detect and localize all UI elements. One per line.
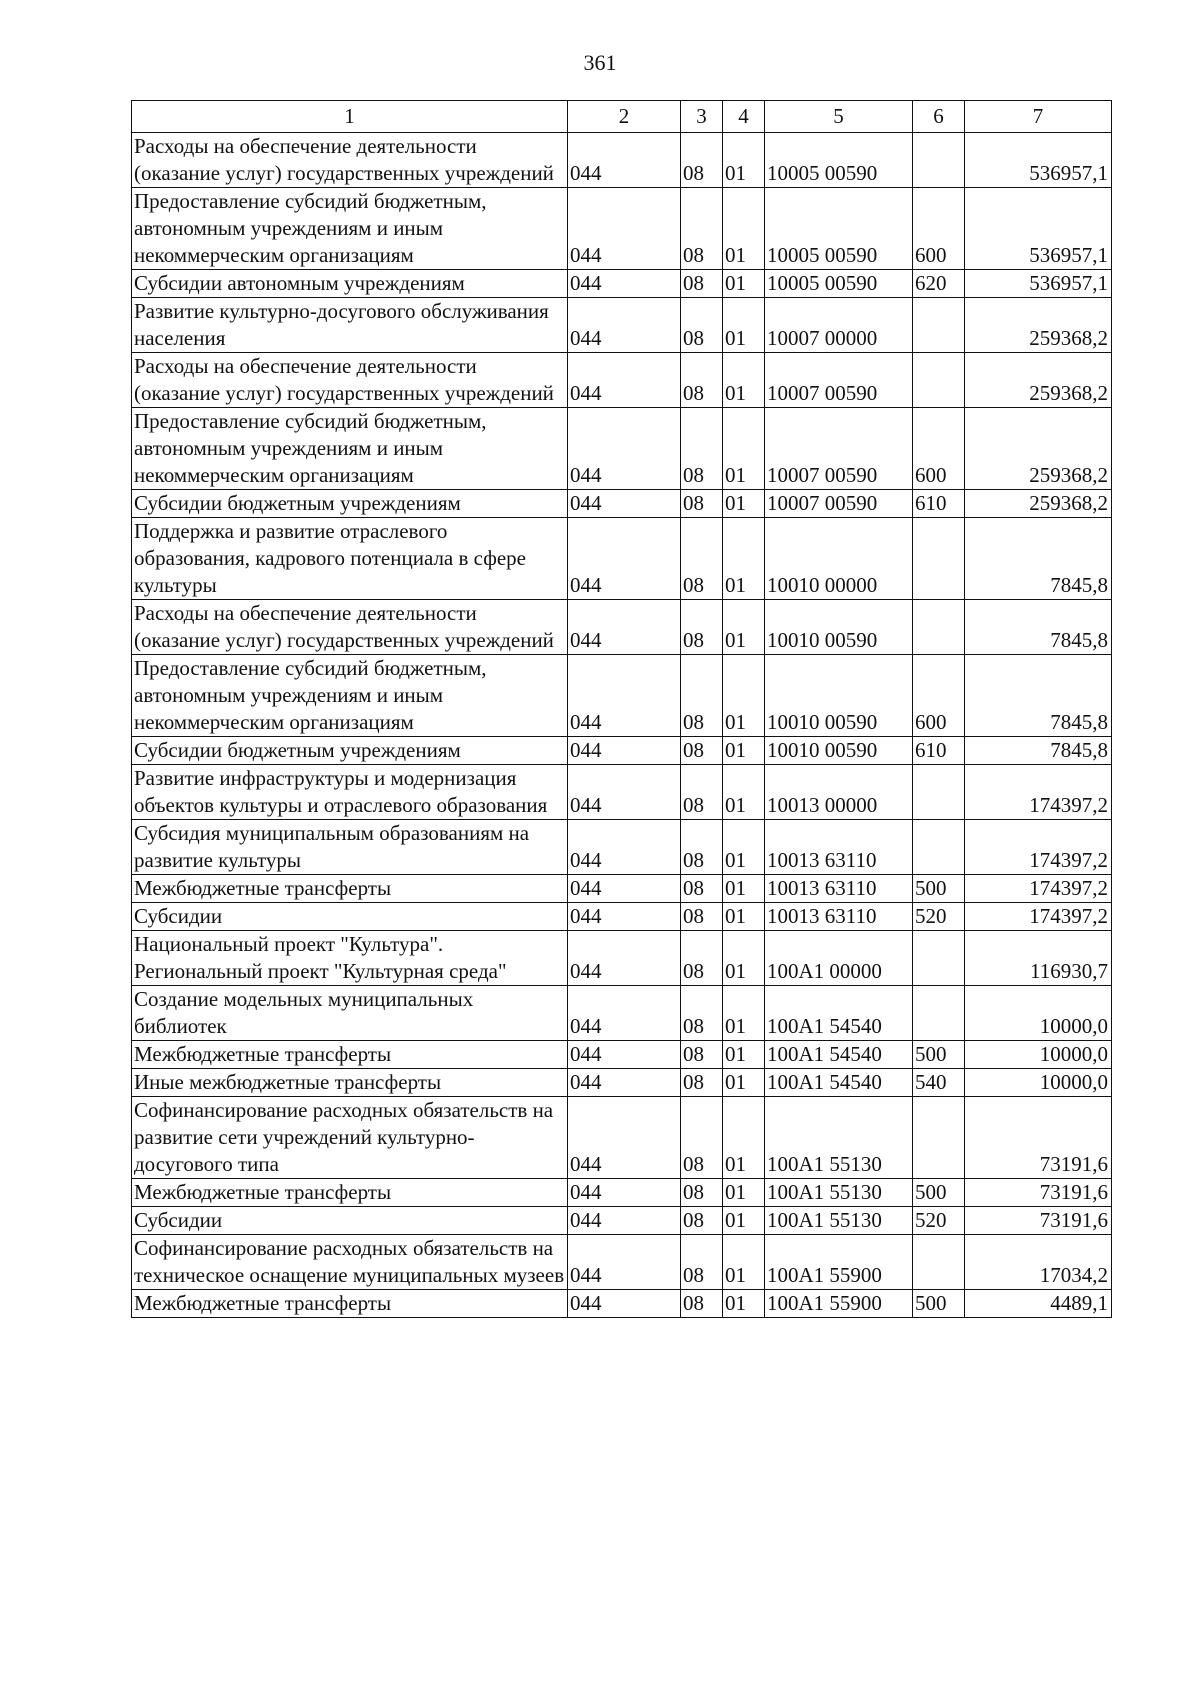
subsection-cell: 08 <box>681 1290 723 1318</box>
row-name-cell: Поддержка и развитие отраслевого образования, кадрового потенциала в сфере культуры <box>132 518 568 600</box>
subsection-cell: 08 <box>681 270 723 298</box>
header-col-3: 3 <box>681 101 723 133</box>
table-body <box>132 133 1112 1318</box>
section-code-cell: 044 <box>568 986 681 1041</box>
row-name-cell: Софинансирование расходных обязательств на техническое оснащение муниципальных музеев <box>132 1235 568 1290</box>
subsection-part-cell: 01 <box>723 1207 765 1235</box>
target-article-cell: 100А1 55130 <box>765 1097 913 1179</box>
amount-cell: 536957,1 <box>965 270 1112 298</box>
table-row <box>132 820 1112 875</box>
amount-cell: 7845,8 <box>965 600 1112 655</box>
expense-type-cell: 520 <box>913 903 965 931</box>
table-row <box>132 986 1112 1041</box>
row-name-cell: Предоставление субсидий бюджетным, автономным учреждениям и иным некоммерческим организациям <box>132 188 568 270</box>
target-article-cell: 100А1 55130 <box>765 1207 913 1235</box>
subsection-cell: 08 <box>681 518 723 600</box>
section-code-cell: 044 <box>568 1041 681 1069</box>
subsection-part-cell: 01 <box>723 298 765 353</box>
subsection-cell: 08 <box>681 1207 723 1235</box>
amount-cell: 73191,6 <box>965 1179 1112 1207</box>
expense-type-cell: 620 <box>913 270 965 298</box>
subsection-part-cell: 01 <box>723 353 765 408</box>
header-col-7: 7 <box>965 101 1112 133</box>
section-code-cell: 044 <box>568 1235 681 1290</box>
expense-type-cell <box>913 1097 965 1179</box>
amount-cell: 10000,0 <box>965 986 1112 1041</box>
subsection-part-cell: 01 <box>723 408 765 490</box>
row-name-cell: Национальный проект "Культура". Региональный проект "Культурная среда" <box>132 931 568 986</box>
subsection-cell: 08 <box>681 765 723 820</box>
table-row <box>132 600 1112 655</box>
target-article-cell: 10005 00590 <box>765 133 913 188</box>
section-code-cell: 044 <box>568 408 681 490</box>
subsection-part-cell: 01 <box>723 1069 765 1097</box>
section-code-cell: 044 <box>568 270 681 298</box>
amount-cell: 174397,2 <box>965 820 1112 875</box>
subsection-part-cell: 01 <box>723 986 765 1041</box>
row-name-cell: Расходы на обеспечение деятельности (оказание услуг) государственных учреждений <box>132 600 568 655</box>
section-code-cell: 044 <box>568 765 681 820</box>
row-name-cell: Субсидии автономным учреждениям <box>132 270 568 298</box>
section-code-cell: 044 <box>568 737 681 765</box>
subsection-cell: 08 <box>681 986 723 1041</box>
expense-type-cell: 600 <box>913 655 965 737</box>
row-name-cell: Межбюджетные трансферты <box>132 1179 568 1207</box>
table-row <box>132 931 1112 986</box>
row-name-cell: Софинансирование расходных обязательств на развитие сети учреждений культурно-досугового типа <box>132 1097 568 1179</box>
subsection-cell: 08 <box>681 820 723 875</box>
expense-type-cell <box>913 820 965 875</box>
row-name-cell: Развитие инфраструктуры и модернизация объектов культуры и отраслевого образования <box>132 765 568 820</box>
target-article-cell: 10010 00590 <box>765 600 913 655</box>
expense-type-cell: 600 <box>913 408 965 490</box>
target-article-cell: 10010 00590 <box>765 655 913 737</box>
table-row <box>132 1235 1112 1290</box>
target-article-cell: 10013 63110 <box>765 820 913 875</box>
subsection-cell: 08 <box>681 600 723 655</box>
target-article-cell: 10013 63110 <box>765 903 913 931</box>
section-code-cell: 044 <box>568 931 681 986</box>
row-name-cell: Предоставление субсидий бюджетным, автономным учреждениям и иным некоммерческим организациям <box>132 655 568 737</box>
row-name-cell: Субсидии <box>132 1207 568 1235</box>
row-name-cell: Иные межбюджетные трансферты <box>132 1069 568 1097</box>
subsection-part-cell: 01 <box>723 1235 765 1290</box>
target-article-cell: 100А1 54540 <box>765 986 913 1041</box>
subsection-part-cell: 01 <box>723 1097 765 1179</box>
subsection-part-cell: 01 <box>723 490 765 518</box>
target-article-cell: 100А1 54540 <box>765 1041 913 1069</box>
subsection-part-cell: 01 <box>723 188 765 270</box>
target-article-cell: 100А1 54540 <box>765 1069 913 1097</box>
target-article-cell: 10010 00590 <box>765 737 913 765</box>
subsection-part-cell: 01 <box>723 875 765 903</box>
table-row <box>132 270 1112 298</box>
target-article-cell: 100А1 00000 <box>765 931 913 986</box>
target-article-cell: 100А1 55130 <box>765 1179 913 1207</box>
expense-type-cell <box>913 518 965 600</box>
header-col-4: 4 <box>723 101 765 133</box>
table-row <box>132 1041 1112 1069</box>
subsection-part-cell: 01 <box>723 270 765 298</box>
amount-cell: 4489,1 <box>965 1290 1112 1318</box>
subsection-part-cell: 01 <box>723 1179 765 1207</box>
table-row <box>132 1069 1112 1097</box>
amount-cell: 7845,8 <box>965 518 1112 600</box>
amount-cell: 10000,0 <box>965 1069 1112 1097</box>
subsection-part-cell: 01 <box>723 655 765 737</box>
table-row <box>132 490 1112 518</box>
row-name-cell: Субсидии <box>132 903 568 931</box>
table-row <box>132 765 1112 820</box>
expense-type-cell <box>913 931 965 986</box>
subsection-cell: 08 <box>681 737 723 765</box>
subsection-part-cell: 01 <box>723 765 765 820</box>
amount-cell: 73191,6 <box>965 1207 1112 1235</box>
amount-cell: 174397,2 <box>965 765 1112 820</box>
amount-cell: 536957,1 <box>965 188 1112 270</box>
target-article-cell: 10010 00000 <box>765 518 913 600</box>
target-article-cell: 100А1 55900 <box>765 1235 913 1290</box>
expense-type-cell: 500 <box>913 1179 965 1207</box>
expense-type-cell: 600 <box>913 188 965 270</box>
subsection-part-cell: 01 <box>723 600 765 655</box>
subsection-cell: 08 <box>681 931 723 986</box>
header-col-1: 1 <box>132 101 568 133</box>
section-code-cell: 044 <box>568 490 681 518</box>
expense-type-cell <box>913 1235 965 1290</box>
subsection-cell: 08 <box>681 298 723 353</box>
expense-type-cell <box>913 600 965 655</box>
amount-cell: 174397,2 <box>965 903 1112 931</box>
table-row <box>132 1179 1112 1207</box>
subsection-part-cell: 01 <box>723 903 765 931</box>
section-code-cell: 044 <box>568 298 681 353</box>
subsection-part-cell: 01 <box>723 518 765 600</box>
section-code-cell: 044 <box>568 1179 681 1207</box>
expense-type-cell <box>913 986 965 1041</box>
table-row <box>132 298 1112 353</box>
section-code-cell: 044 <box>568 655 681 737</box>
row-name-cell: Субсидии бюджетным учреждениям <box>132 737 568 765</box>
table-row <box>132 133 1112 188</box>
target-article-cell: 10005 00590 <box>765 270 913 298</box>
amount-cell: 10000,0 <box>965 1041 1112 1069</box>
target-article-cell: 10013 00000 <box>765 765 913 820</box>
section-code-cell: 044 <box>568 875 681 903</box>
header-row <box>132 101 1112 133</box>
table-row <box>132 737 1112 765</box>
subsection-cell: 08 <box>681 188 723 270</box>
section-code-cell: 044 <box>568 1290 681 1318</box>
subsection-part-cell: 01 <box>723 931 765 986</box>
expense-type-cell: 610 <box>913 737 965 765</box>
amount-cell: 259368,2 <box>965 353 1112 408</box>
expense-type-cell <box>913 765 965 820</box>
section-code-cell: 044 <box>568 1097 681 1179</box>
table-row <box>132 518 1112 600</box>
table-row <box>132 408 1112 490</box>
section-code-cell: 044 <box>568 1207 681 1235</box>
target-article-cell: 10007 00000 <box>765 298 913 353</box>
subsection-cell: 08 <box>681 353 723 408</box>
section-code-cell: 044 <box>568 518 681 600</box>
target-article-cell: 10007 00590 <box>765 490 913 518</box>
expense-type-cell: 500 <box>913 875 965 903</box>
row-name-cell: Предоставление субсидий бюджетным, автономным учреждениям и иным некоммерческим организациям <box>132 408 568 490</box>
table-row <box>132 1207 1112 1235</box>
page-number: 361 <box>583 50 617 75</box>
row-name-cell: Субсидии бюджетным учреждениям <box>132 490 568 518</box>
amount-cell: 259368,2 <box>965 298 1112 353</box>
expense-type-cell: 610 <box>913 490 965 518</box>
section-code-cell: 044 <box>568 188 681 270</box>
budget-table <box>131 100 1112 1318</box>
expense-type-cell: 520 <box>913 1207 965 1235</box>
row-name-cell: Расходы на обеспечение деятельности (оказание услуг) государственных учреждений <box>132 133 568 188</box>
subsection-cell: 08 <box>681 408 723 490</box>
amount-cell: 7845,8 <box>965 737 1112 765</box>
expense-type-cell: 540 <box>913 1069 965 1097</box>
subsection-part-cell: 01 <box>723 737 765 765</box>
amount-cell: 73191,6 <box>965 1097 1112 1179</box>
target-article-cell: 10007 00590 <box>765 353 913 408</box>
row-name-cell: Расходы на обеспечение деятельности (оказание услуг) государственных учреждений <box>132 353 568 408</box>
subsection-cell: 08 <box>681 490 723 518</box>
subsection-part-cell: 01 <box>723 1041 765 1069</box>
row-name-cell: Межбюджетные трансферты <box>132 1041 568 1069</box>
row-name-cell: Межбюджетные трансферты <box>132 1290 568 1318</box>
table-row <box>132 188 1112 270</box>
section-code-cell: 044 <box>568 903 681 931</box>
table-row <box>132 903 1112 931</box>
amount-cell: 116930,7 <box>965 931 1112 986</box>
amount-cell: 259368,2 <box>965 490 1112 518</box>
target-article-cell: 10005 00590 <box>765 188 913 270</box>
section-code-cell: 044 <box>568 600 681 655</box>
row-name-cell: Создание модельных муниципальных библиотек <box>132 986 568 1041</box>
subsection-cell: 08 <box>681 1069 723 1097</box>
subsection-part-cell: 01 <box>723 820 765 875</box>
table-row <box>132 353 1112 408</box>
subsection-cell: 08 <box>681 1235 723 1290</box>
subsection-cell: 08 <box>681 903 723 931</box>
table-row <box>132 1097 1112 1179</box>
amount-cell: 7845,8 <box>965 655 1112 737</box>
subsection-part-cell: 01 <box>723 133 765 188</box>
header-col-2: 2 <box>568 101 681 133</box>
subsection-cell: 08 <box>681 1041 723 1069</box>
subsection-cell: 08 <box>681 133 723 188</box>
row-name-cell: Межбюджетные трансферты <box>132 875 568 903</box>
row-name-cell: Субсидия муниципальным образованиям на развитие культуры <box>132 820 568 875</box>
subsection-cell: 08 <box>681 875 723 903</box>
amount-cell: 536957,1 <box>965 133 1112 188</box>
target-article-cell: 10013 63110 <box>765 875 913 903</box>
subsection-part-cell: 01 <box>723 1290 765 1318</box>
section-code-cell: 044 <box>568 1069 681 1097</box>
amount-cell: 17034,2 <box>965 1235 1112 1290</box>
expense-type-cell: 500 <box>913 1290 965 1318</box>
section-code-cell: 044 <box>568 353 681 408</box>
expense-type-cell <box>913 298 965 353</box>
expense-type-cell: 500 <box>913 1041 965 1069</box>
subsection-cell: 08 <box>681 655 723 737</box>
table-row <box>132 875 1112 903</box>
row-name-cell: Развитие культурно-досугового обслуживания населения <box>132 298 568 353</box>
amount-cell: 259368,2 <box>965 408 1112 490</box>
section-code-cell: 044 <box>568 820 681 875</box>
table-row <box>132 1290 1112 1318</box>
target-article-cell: 100А1 55900 <box>765 1290 913 1318</box>
expense-type-cell <box>913 353 965 408</box>
target-article-cell: 10007 00590 <box>765 408 913 490</box>
subsection-cell: 08 <box>681 1097 723 1179</box>
table-row <box>132 655 1112 737</box>
expense-type-cell <box>913 133 965 188</box>
amount-cell: 174397,2 <box>965 875 1112 903</box>
subsection-cell: 08 <box>681 1179 723 1207</box>
header-col-5: 5 <box>765 101 913 133</box>
header-col-6: 6 <box>913 101 965 133</box>
section-code-cell: 044 <box>568 133 681 188</box>
